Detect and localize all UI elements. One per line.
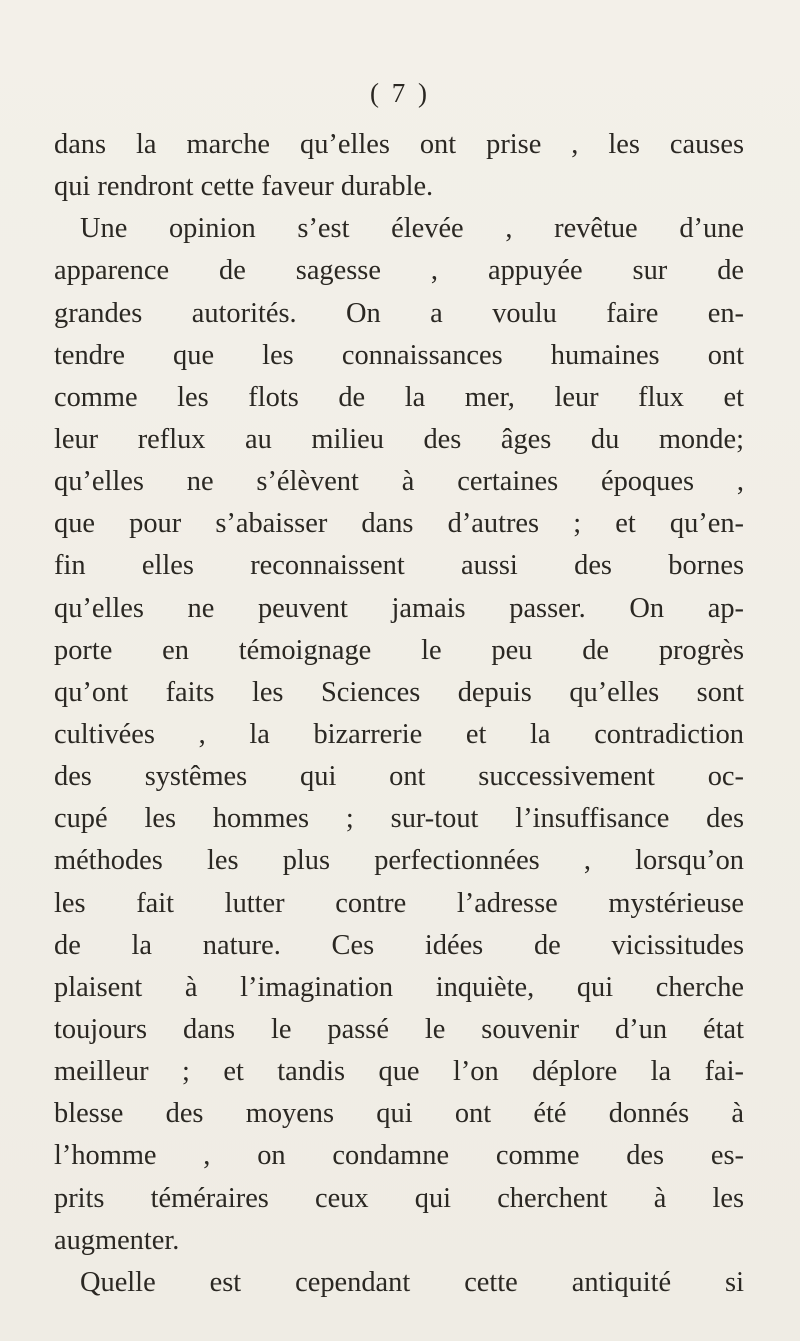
text-line: tendre que les connaissances humaines ont xyxy=(54,339,744,371)
text-line: cupé les hommes ; sur-tout l’insuffisance des xyxy=(54,803,744,835)
text-line: comme les flots de la mer, leur flux et xyxy=(54,381,744,413)
text-line: leur reflux au milieu des âges du monde; xyxy=(54,423,744,455)
text-line: augmenter. xyxy=(54,1224,180,1256)
text-line: qui rendront cette faveur durable. xyxy=(54,171,434,203)
text-line: cultivées , la bizarrerie et la contradiction xyxy=(54,718,744,750)
text-line: Quelle est cependant cette antiquité si xyxy=(80,1266,744,1298)
page-number: ( 7 ) xyxy=(370,78,430,108)
text-line: prits téméraires ceux qui cherchent à les xyxy=(54,1182,744,1214)
text-line: apparence de sagesse , appuyée sur de xyxy=(54,255,744,287)
text-line: porte en témoignage le peu de progrès xyxy=(54,634,744,666)
text-line: meilleur ; et tandis que l’on déplore la fai- xyxy=(54,1056,744,1088)
text-line: Une opinion s’est élevée , revêtue d’une xyxy=(80,213,744,245)
text-line: dans la marche qu’elles ont prise , les causes xyxy=(54,129,744,160)
body-text xyxy=(54,124,744,1304)
text-line: les fait lutter contre l’adresse mystérieuse xyxy=(54,887,744,919)
text-line: plaisent à l’imagination inquiète, qui cherche xyxy=(54,971,744,1003)
text-line: que pour s’abaisser dans d’autres ; et qu’en- xyxy=(54,508,744,540)
text-line: toujours dans le passé le souvenir d’un état xyxy=(54,1013,744,1045)
text-line: de la nature. Ces idées de vicissitudes xyxy=(54,929,744,961)
text-line: des systêmes qui ont successivement oc- xyxy=(54,761,744,793)
text-line: qu’elles ne peuvent jamais passer. On ap- xyxy=(54,592,744,624)
text-line: blesse des moyens qui ont été donnés à xyxy=(54,1098,744,1130)
text-line: grandes autorités. On a voulu faire en- xyxy=(54,297,744,329)
text-line: méthodes les plus perfectionnées , lorsqu’on xyxy=(54,845,744,877)
text-line: qu’elles ne s’élèvent à certaines époques , xyxy=(54,466,744,498)
text-line: qu’ont faits les Sciences depuis qu’elles sont xyxy=(54,676,744,708)
text-line: l’homme , on condamne comme des es- xyxy=(54,1140,744,1172)
text-line: fin elles reconnaissent aussi des bornes xyxy=(54,550,744,582)
